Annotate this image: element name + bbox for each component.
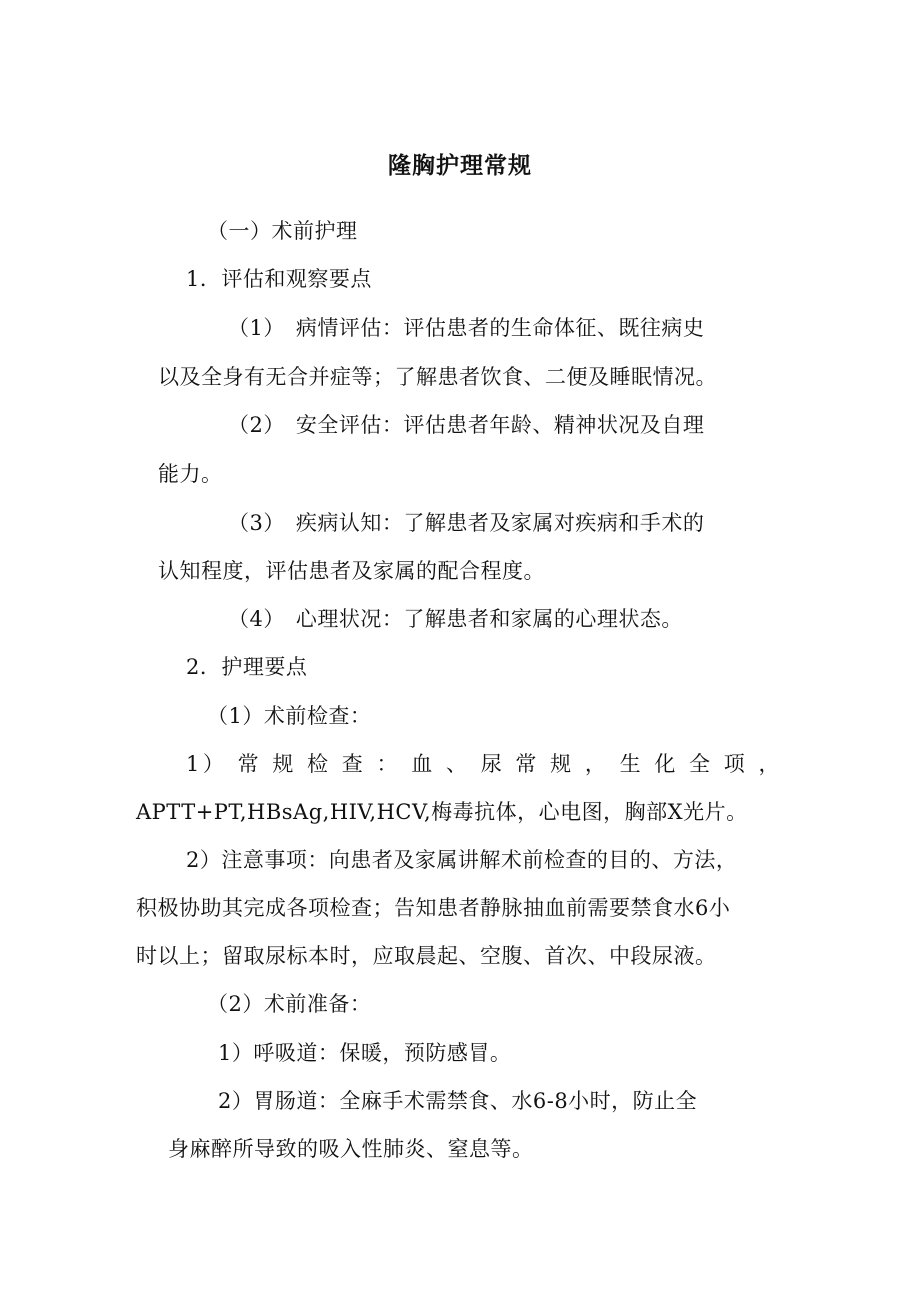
paragraph-line: 以及全身有无合并症等；了解患者饮食、二便及睡眠情况。 [158,365,717,389]
paragraph-line: 时以上；留取尿标本时，应取晨起、空腹、首次、中段尿液。 [136,944,717,968]
paragraph-line: 认知程度，评估患者及家属的配合程度。 [158,559,545,583]
page-title: 隆胸护理常规 [388,153,532,179]
paragraph-line: 2）胃肠道：全麻手术需禁食、水6-8小时，防止全 [218,1089,698,1113]
paragraph-line: APTT+PT,HBsAg,HIV,HCV,梅毒抗体，心电图，胸部X光片。 [136,800,748,824]
paragraph-line: （4） 心理状况：了解患者和家属的心理状态。 [228,607,683,631]
paragraph-line: 积极协助其完成各项检查；告知患者静脉抽血前需要禁食水6小 [136,896,731,920]
paragraph-line: 能力。 [158,462,223,486]
paragraph-line: 1） 常 规 检 查 ： 血 、 尿 常 规 ， 生 化 全 项 ， [186,752,780,776]
paragraph-line: （2） 安全评估：评估患者年龄、精神状况及自理 [228,413,705,437]
item-heading-preop-exam: （1）术前检查： [207,704,372,728]
paragraph-line: （1） 病情评估：评估患者的生命体征、既往病史 [228,316,705,340]
subsection-heading-assessment: 1．评估和观察要点 [186,267,372,291]
paragraph-line: 身麻醉所导致的吸入性肺炎、窒息等。 [168,1137,534,1161]
subsection-heading-care-points: 2．护理要点 [186,655,308,679]
paragraph-line: 1）呼吸道：保暖，预防感冒。 [218,1041,512,1065]
paragraph-line: 2）注意事项：向患者及家属讲解术前检查的目的、方法， [186,848,738,872]
item-heading-preop-prep: （2）术前准备： [207,992,372,1016]
paragraph-line: （3） 疾病认知：了解患者及家属对疾病和手术的 [228,511,705,535]
section-heading-preop: （一）术前护理 [207,219,358,243]
